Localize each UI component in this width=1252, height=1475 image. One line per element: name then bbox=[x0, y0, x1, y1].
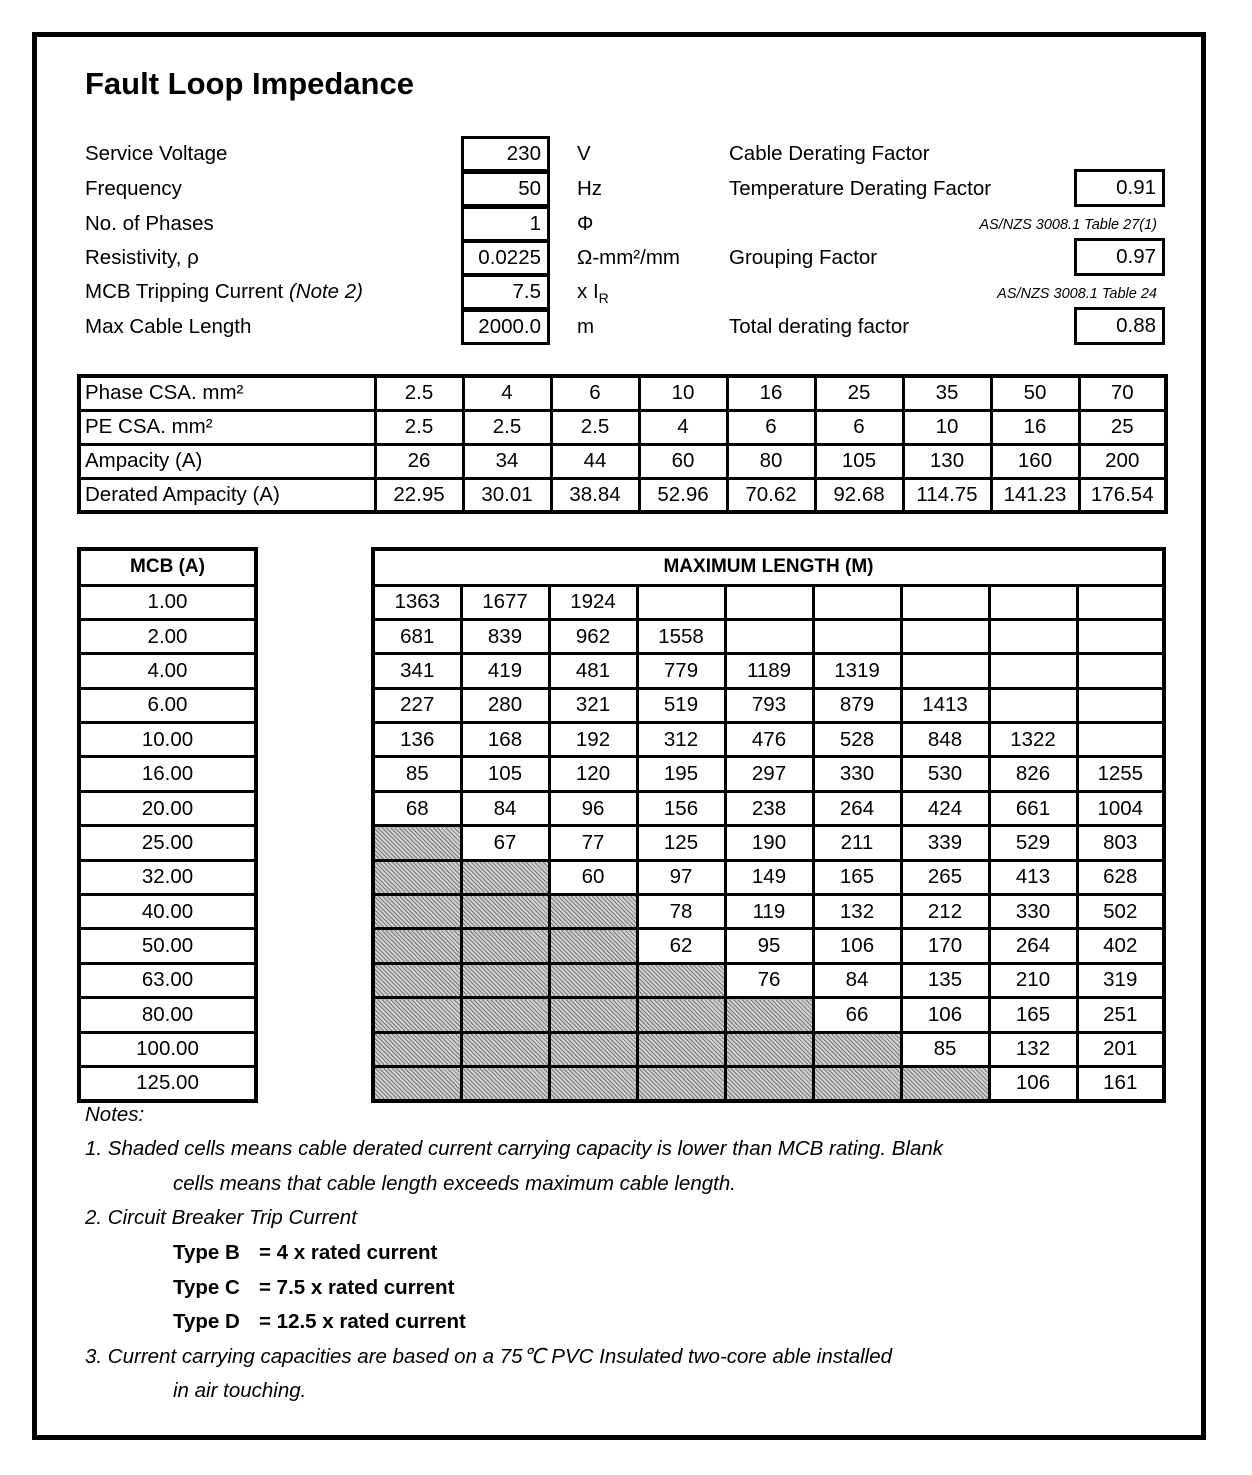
length-cell bbox=[1077, 585, 1164, 619]
mcb-row bbox=[79, 791, 256, 825]
length-cell: 106 bbox=[813, 929, 901, 963]
length-cell: 168 bbox=[461, 723, 549, 757]
cable-table-cell: 60 bbox=[639, 444, 727, 478]
length-cell: 212 bbox=[901, 895, 989, 929]
shaded-cell bbox=[373, 860, 461, 894]
mcb-row bbox=[79, 895, 256, 929]
length-cell: 529 bbox=[989, 826, 1077, 860]
length-cell: 60 bbox=[549, 860, 637, 894]
resistivity-unit: Ω-mm²/mm bbox=[577, 246, 680, 269]
mcb-row bbox=[79, 654, 256, 688]
length-cell: 97 bbox=[637, 860, 725, 894]
length-cell: 238 bbox=[725, 791, 813, 825]
shaded-cell bbox=[461, 963, 549, 997]
shaded-cell bbox=[813, 1032, 901, 1066]
length-cell: 156 bbox=[637, 791, 725, 825]
length-cell: 190 bbox=[725, 826, 813, 860]
length-cell bbox=[1077, 654, 1164, 688]
cable-table-cell: 200 bbox=[1079, 444, 1166, 478]
cable-table-cell: 6 bbox=[815, 410, 903, 444]
mcb-tripping-label: MCB Tripping Current (Note 2) bbox=[85, 280, 363, 303]
length-cell: 120 bbox=[549, 757, 637, 791]
shaded-cell bbox=[461, 1066, 549, 1100]
length-cell bbox=[901, 585, 989, 619]
length-cell: 1319 bbox=[813, 654, 901, 688]
length-cell: 85 bbox=[901, 1032, 989, 1066]
length-row bbox=[373, 826, 1164, 860]
length-cell bbox=[1077, 619, 1164, 653]
resistivity-label: Resistivity, ρ bbox=[85, 246, 199, 269]
temperature-derating-field[interactable]: 0.91 bbox=[1074, 169, 1165, 207]
mcb-value: 10.00 bbox=[79, 723, 256, 757]
cable-table-cell: 34 bbox=[463, 444, 551, 478]
length-cell: 879 bbox=[813, 688, 901, 722]
length-row bbox=[373, 723, 1164, 757]
mcb-row bbox=[79, 998, 256, 1032]
cable-table-row bbox=[79, 444, 1166, 478]
shaded-cell bbox=[461, 860, 549, 894]
cable-table-row bbox=[79, 478, 1166, 512]
cable-table-cell: 35 bbox=[903, 376, 991, 410]
mcb-value: 40.00 bbox=[79, 895, 256, 929]
length-cell: 192 bbox=[549, 723, 637, 757]
cable-table-cell: 92.68 bbox=[815, 478, 903, 512]
length-cell: 312 bbox=[637, 723, 725, 757]
length-cell: 1255 bbox=[1077, 757, 1164, 791]
temperature-derating-label: Temperature Derating Factor bbox=[729, 177, 992, 200]
length-cell: 136 bbox=[373, 723, 461, 757]
length-cell: 476 bbox=[725, 723, 813, 757]
length-cell: 165 bbox=[989, 998, 1077, 1032]
length-cell: 77 bbox=[549, 826, 637, 860]
length-row bbox=[373, 1032, 1164, 1066]
length-cell: 1004 bbox=[1077, 791, 1164, 825]
tripping-unit: x $I_R$ bbox=[577, 280, 609, 306]
cable-table-cell: 105 bbox=[815, 444, 903, 478]
mcb-row bbox=[79, 585, 256, 619]
length-cell: 106 bbox=[989, 1066, 1077, 1100]
cable-table-cell: 130 bbox=[903, 444, 991, 478]
cable-table-cell: 6 bbox=[727, 410, 815, 444]
length-cell: 149 bbox=[725, 860, 813, 894]
shaded-cell bbox=[901, 1066, 989, 1100]
mcb-value: 25.00 bbox=[79, 826, 256, 860]
length-cell: 170 bbox=[901, 929, 989, 963]
mcb-value: 1.00 bbox=[79, 585, 256, 619]
length-cell: 1413 bbox=[901, 688, 989, 722]
shaded-cell bbox=[373, 963, 461, 997]
shaded-cell bbox=[549, 895, 637, 929]
shaded-cell bbox=[461, 1032, 549, 1066]
max-length-field[interactable]: 2000.0 bbox=[461, 309, 550, 345]
cable-table-cell: 141.23 bbox=[991, 478, 1079, 512]
length-cell: 227 bbox=[373, 688, 461, 722]
shaded-cell bbox=[373, 1066, 461, 1100]
length-cell bbox=[637, 585, 725, 619]
cable-table-row bbox=[79, 410, 1166, 444]
shaded-cell bbox=[549, 1066, 637, 1100]
length-cell: 84 bbox=[461, 791, 549, 825]
frequency-label: Frequency bbox=[85, 177, 182, 200]
cable-table-cell: 176.54 bbox=[1079, 478, 1166, 512]
length-cell: 793 bbox=[725, 688, 813, 722]
resistivity-field[interactable]: 0.0225 bbox=[461, 240, 550, 276]
length-cell: 481 bbox=[549, 654, 637, 688]
length-cell: 341 bbox=[373, 654, 461, 688]
mcb-row bbox=[79, 860, 256, 894]
shaded-cell bbox=[549, 963, 637, 997]
note-3-line-1: 3. Current carrying capacities are based on a 75℃ PVC Insulated two-core able installed bbox=[85, 1345, 893, 1368]
cable-table-cell: 25 bbox=[815, 376, 903, 410]
total-derating-field[interactable]: 0.88 bbox=[1074, 307, 1165, 345]
mcb-value: 100.00 bbox=[79, 1032, 256, 1066]
cable-table-row bbox=[79, 376, 1166, 410]
cable-table-cell: 38.84 bbox=[551, 478, 639, 512]
length-cell: 132 bbox=[813, 895, 901, 929]
length-cell: 251 bbox=[1077, 998, 1164, 1032]
mcb-row bbox=[79, 1066, 256, 1100]
cable-row-label: Ampacity (A) bbox=[79, 444, 375, 478]
max-length-table bbox=[371, 547, 1166, 1103]
cable-table-cell: 2.5 bbox=[551, 410, 639, 444]
length-row bbox=[373, 585, 1164, 619]
mcb-value: 6.00 bbox=[79, 688, 256, 722]
cable-table-cell: 114.75 bbox=[903, 478, 991, 512]
length-cell bbox=[1077, 723, 1164, 757]
length-cell: 78 bbox=[637, 895, 725, 929]
mcb-row bbox=[79, 723, 256, 757]
max-length-label: Max Cable Length bbox=[85, 315, 252, 338]
length-cell: 67 bbox=[461, 826, 549, 860]
mcb-row bbox=[79, 826, 256, 860]
length-cell: 1322 bbox=[989, 723, 1077, 757]
grouping-factor-label: Grouping Factor bbox=[729, 246, 878, 269]
mcb-value: 50.00 bbox=[79, 929, 256, 963]
shaded-cell bbox=[725, 1066, 813, 1100]
length-cell: 339 bbox=[901, 826, 989, 860]
mcb-row bbox=[79, 963, 256, 997]
length-cell: 66 bbox=[813, 998, 901, 1032]
shaded-cell bbox=[373, 998, 461, 1032]
length-cell: 530 bbox=[901, 757, 989, 791]
length-row bbox=[373, 688, 1164, 722]
temperature-ref: AS/NZS 3008.1 Table 27(1) bbox=[979, 217, 1157, 233]
length-cell: 201 bbox=[1077, 1032, 1164, 1066]
length-cell: 519 bbox=[637, 688, 725, 722]
shaded-cell bbox=[461, 998, 549, 1032]
length-cell bbox=[813, 619, 901, 653]
phases-field[interactable]: 1 bbox=[461, 206, 550, 242]
shaded-cell bbox=[461, 895, 549, 929]
note-2: 2. Circuit Breaker Trip Current bbox=[85, 1206, 357, 1229]
cable-table-cell: 6 bbox=[551, 376, 639, 410]
length-cell: 95 bbox=[725, 929, 813, 963]
length-cell: 1363 bbox=[373, 585, 461, 619]
length-cell: 264 bbox=[813, 791, 901, 825]
length-cell: 330 bbox=[989, 895, 1077, 929]
cable-table-cell: 26 bbox=[375, 444, 463, 478]
length-cell: 106 bbox=[901, 998, 989, 1032]
cable-table-cell: 52.96 bbox=[639, 478, 727, 512]
length-cell: 76 bbox=[725, 963, 813, 997]
shaded-cell bbox=[637, 1032, 725, 1066]
length-cell: 105 bbox=[461, 757, 549, 791]
shaded-cell bbox=[461, 929, 549, 963]
length-cell: 125 bbox=[637, 826, 725, 860]
length-cell: 297 bbox=[725, 757, 813, 791]
mcb-row bbox=[79, 619, 256, 653]
length-cell: 330 bbox=[813, 757, 901, 791]
voltage-unit: V bbox=[577, 142, 591, 165]
mcb-tripping-field[interactable]: 7.5 bbox=[461, 274, 550, 310]
note-type-b: Type B = 4 x rated current bbox=[173, 1241, 438, 1264]
note-1-line-1: 1. Shaded cells means cable derated current carrying capacity is lower than MCB rating. Blank bbox=[85, 1137, 944, 1160]
shaded-cell bbox=[373, 826, 461, 860]
mcb-row bbox=[79, 757, 256, 791]
length-cell: 84 bbox=[813, 963, 901, 997]
length-cell: 1558 bbox=[637, 619, 725, 653]
length-row bbox=[373, 860, 1164, 894]
mcb-value: 32.00 bbox=[79, 860, 256, 894]
cable-table-cell: 10 bbox=[903, 410, 991, 444]
length-row bbox=[373, 895, 1164, 929]
shaded-cell bbox=[373, 929, 461, 963]
shaded-cell bbox=[637, 963, 725, 997]
note-1-line-2: cells means that cable length exceeds maximum cable length. bbox=[173, 1172, 736, 1195]
length-cell: 210 bbox=[989, 963, 1077, 997]
shaded-cell bbox=[725, 1032, 813, 1066]
length-cell: 119 bbox=[725, 895, 813, 929]
cable-table-cell: 10 bbox=[639, 376, 727, 410]
cable-table-cell: 30.01 bbox=[463, 478, 551, 512]
length-cell bbox=[989, 585, 1077, 619]
length-cell: 502 bbox=[1077, 895, 1164, 929]
length-row bbox=[373, 619, 1164, 653]
cable-table-cell: 160 bbox=[991, 444, 1079, 478]
length-cell: 211 bbox=[813, 826, 901, 860]
mcb-value: 80.00 bbox=[79, 998, 256, 1032]
length-cell bbox=[989, 654, 1077, 688]
length-cell: 528 bbox=[813, 723, 901, 757]
length-cell: 1189 bbox=[725, 654, 813, 688]
length-cell bbox=[813, 585, 901, 619]
shaded-cell bbox=[373, 895, 461, 929]
page-title: Fault Loop Impedance bbox=[85, 66, 414, 101]
mcb-table bbox=[77, 547, 258, 1103]
phases-label: No. of Phases bbox=[85, 212, 214, 235]
phase-unit: Φ bbox=[577, 212, 594, 235]
service-voltage-label: Service Voltage bbox=[85, 142, 228, 165]
cable-table-cell: 16 bbox=[991, 410, 1079, 444]
length-cell: 161 bbox=[1077, 1066, 1164, 1100]
length-cell: 319 bbox=[1077, 963, 1164, 997]
total-derating-label: Total derating factor bbox=[729, 315, 910, 338]
cable-table-cell: 4 bbox=[463, 376, 551, 410]
mcb-value: 16.00 bbox=[79, 757, 256, 791]
mcb-row bbox=[79, 688, 256, 722]
mcb-value: 20.00 bbox=[79, 791, 256, 825]
length-cell: 68 bbox=[373, 791, 461, 825]
shaded-cell bbox=[549, 998, 637, 1032]
service-voltage-field[interactable]: 230 bbox=[461, 136, 550, 172]
length-cell: 413 bbox=[989, 860, 1077, 894]
frequency-field[interactable]: 50 bbox=[461, 171, 550, 207]
note-type-d: Type D = 12.5 x rated current bbox=[173, 1310, 466, 1333]
length-cell: 419 bbox=[461, 654, 549, 688]
length-cell bbox=[725, 619, 813, 653]
length-cell bbox=[989, 619, 1077, 653]
note-type-c: Type C = 7.5 x rated current bbox=[173, 1276, 455, 1299]
cable-table-cell: 50 bbox=[991, 376, 1079, 410]
shaded-cell bbox=[373, 1032, 461, 1066]
length-cell: 803 bbox=[1077, 826, 1164, 860]
length-cell: 681 bbox=[373, 619, 461, 653]
mcb-row bbox=[79, 1032, 256, 1066]
cable-table-cell: 44 bbox=[551, 444, 639, 478]
length-cell: 661 bbox=[989, 791, 1077, 825]
derating-heading: Cable Derating Factor bbox=[729, 142, 930, 165]
length-cell bbox=[901, 654, 989, 688]
length-cell: 264 bbox=[989, 929, 1077, 963]
length-row bbox=[373, 654, 1164, 688]
shaded-cell bbox=[725, 998, 813, 1032]
cable-table-cell: 25 bbox=[1079, 410, 1166, 444]
cable-table-cell: 80 bbox=[727, 444, 815, 478]
length-cell: 62 bbox=[637, 929, 725, 963]
length-unit: m bbox=[577, 315, 595, 338]
length-cell: 424 bbox=[901, 791, 989, 825]
cable-table-cell: 2.5 bbox=[463, 410, 551, 444]
length-cell: 779 bbox=[637, 654, 725, 688]
length-cell: 135 bbox=[901, 963, 989, 997]
length-cell: 265 bbox=[901, 860, 989, 894]
length-row bbox=[373, 929, 1164, 963]
cable-table-cell: 70 bbox=[1079, 376, 1166, 410]
shaded-cell bbox=[549, 1032, 637, 1066]
length-cell: 280 bbox=[461, 688, 549, 722]
length-cell: 165 bbox=[813, 860, 901, 894]
length-cell bbox=[1077, 688, 1164, 722]
shaded-cell bbox=[549, 929, 637, 963]
notes-heading: Notes: bbox=[85, 1103, 145, 1126]
grouping-factor-field[interactable]: 0.97 bbox=[1074, 238, 1165, 276]
length-cell bbox=[989, 688, 1077, 722]
cable-table-cell: 4 bbox=[639, 410, 727, 444]
shaded-cell bbox=[813, 1066, 901, 1100]
max-length-header: MAXIMUM LENGTH (M) bbox=[373, 549, 1164, 585]
frequency-unit: Hz bbox=[577, 177, 603, 200]
shaded-cell bbox=[637, 998, 725, 1032]
length-cell: 1677 bbox=[461, 585, 549, 619]
cable-table-cell: 2.5 bbox=[375, 410, 463, 444]
mcb-header: MCB (A) bbox=[79, 549, 256, 585]
length-row bbox=[373, 1066, 1164, 1100]
mcb-value: 4.00 bbox=[79, 654, 256, 688]
length-cell: 85 bbox=[373, 757, 461, 791]
mcb-value: 63.00 bbox=[79, 963, 256, 997]
length-cell: 839 bbox=[461, 619, 549, 653]
cable-table-cell: 22.95 bbox=[375, 478, 463, 512]
length-cell: 321 bbox=[549, 688, 637, 722]
length-cell bbox=[901, 619, 989, 653]
cable-table-cell: 70.62 bbox=[727, 478, 815, 512]
note-3-line-2: in air touching. bbox=[173, 1379, 307, 1402]
shaded-cell bbox=[637, 1066, 725, 1100]
cable-table-cell: 2.5 bbox=[375, 376, 463, 410]
length-cell: 96 bbox=[549, 791, 637, 825]
length-cell: 848 bbox=[901, 723, 989, 757]
length-cell: 195 bbox=[637, 757, 725, 791]
length-cell: 628 bbox=[1077, 860, 1164, 894]
cable-row-label: Phase CSA. mm² bbox=[79, 376, 375, 410]
length-cell: 132 bbox=[989, 1032, 1077, 1066]
grouping-ref: AS/NZS 3008.1 Table 24 bbox=[997, 286, 1157, 302]
mcb-row bbox=[79, 929, 256, 963]
length-cell bbox=[725, 585, 813, 619]
length-cell: 826 bbox=[989, 757, 1077, 791]
length-cell: 1924 bbox=[549, 585, 637, 619]
length-row bbox=[373, 757, 1164, 791]
length-cell: 962 bbox=[549, 619, 637, 653]
mcb-value: 125.00 bbox=[79, 1066, 256, 1100]
length-row bbox=[373, 791, 1164, 825]
cable-table-cell: 16 bbox=[727, 376, 815, 410]
mcb-value: 2.00 bbox=[79, 619, 256, 653]
cable-row-label: Derated Ampacity (A) bbox=[79, 478, 375, 512]
length-row bbox=[373, 963, 1164, 997]
length-cell: 402 bbox=[1077, 929, 1164, 963]
length-row bbox=[373, 998, 1164, 1032]
cable-row-label: PE CSA. mm² bbox=[79, 410, 375, 444]
cable-table bbox=[77, 374, 1168, 514]
